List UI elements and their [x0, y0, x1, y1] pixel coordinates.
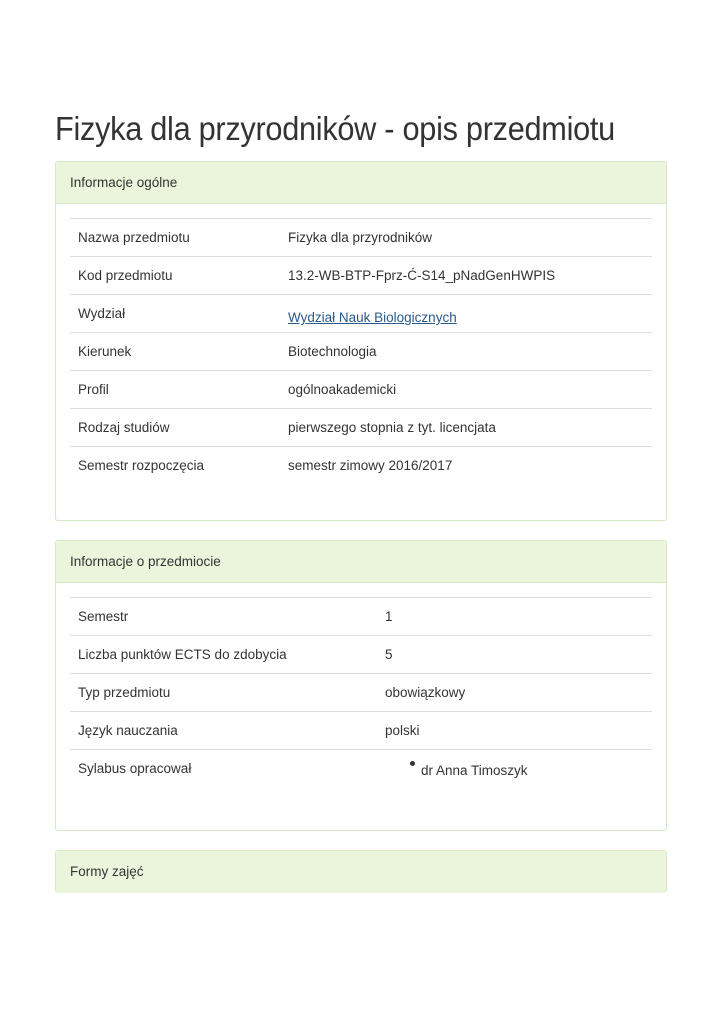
row-value-subject-type: obowiązkowy	[377, 674, 652, 712]
table-row	[70, 636, 652, 674]
subject-info-table	[70, 597, 652, 788]
page-title: Fizyka dla przyrodników - opis przedmiotu	[55, 110, 615, 147]
row-label-ects: Liczba punktów ECTS do zdobycia	[70, 636, 377, 674]
table-row	[70, 712, 652, 750]
general-info-table	[70, 218, 652, 485]
row-value-faculty	[280, 295, 652, 333]
row-value-subject-name: Fizyka dla przyrodników	[280, 219, 652, 257]
row-label-syllabus-author: Sylabus opracował	[70, 750, 377, 788]
table-row	[70, 447, 652, 485]
authors-list	[385, 763, 644, 778]
subject-info-panel	[55, 540, 667, 831]
table-row	[70, 371, 652, 409]
table-row	[70, 598, 652, 636]
row-value-start-semester: semestr zimowy 2016/2017	[280, 447, 652, 485]
row-value-profile: ogólnoakademicki	[280, 371, 652, 409]
table-row	[70, 295, 652, 333]
row-label-study-type: Rodzaj studiów	[70, 409, 280, 447]
table-row	[70, 750, 652, 788]
general-info-panel	[55, 161, 667, 521]
general-info-heading: Informacje ogólne	[56, 162, 666, 204]
subject-info-heading: Informacje o przedmiocie	[56, 541, 666, 583]
row-value-field-of-study: Biotechnologia	[280, 333, 652, 371]
row-label-profile: Profil	[70, 371, 280, 409]
row-value-study-type: pierwszego stopnia z tyt. licencjata	[280, 409, 652, 447]
table-row	[70, 333, 652, 371]
row-label-field-of-study: Kierunek	[70, 333, 280, 371]
row-label-faculty: Wydział	[70, 295, 280, 333]
row-value-semester: 1	[377, 598, 652, 636]
faculty-link[interactable]: Wydział Nauk Biologicznych	[288, 310, 457, 325]
table-row	[70, 257, 652, 295]
table-row	[70, 409, 652, 447]
table-row	[70, 674, 652, 712]
row-label-language: Język nauczania	[70, 712, 377, 750]
class-forms-heading: Formy zajęć	[56, 851, 666, 893]
list-item: dr Anna Timoszyk	[385, 763, 644, 778]
row-label-subject-name: Nazwa przedmiotu	[70, 219, 280, 257]
row-value-ects: 5	[377, 636, 652, 674]
row-value-subject-code: 13.2-WB-BTP-Fprz-Ć-S14_pNadGenHWPIS	[280, 257, 652, 295]
row-label-start-semester: Semestr rozpoczęcia	[70, 447, 280, 485]
row-label-semester: Semestr	[70, 598, 377, 636]
row-value-syllabus-author	[377, 750, 652, 788]
row-value-language: polski	[377, 712, 652, 750]
row-label-subject-code: Kod przedmiotu	[70, 257, 280, 295]
class-forms-panel	[55, 850, 667, 893]
row-label-subject-type: Typ przedmiotu	[70, 674, 377, 712]
table-row	[70, 219, 652, 257]
